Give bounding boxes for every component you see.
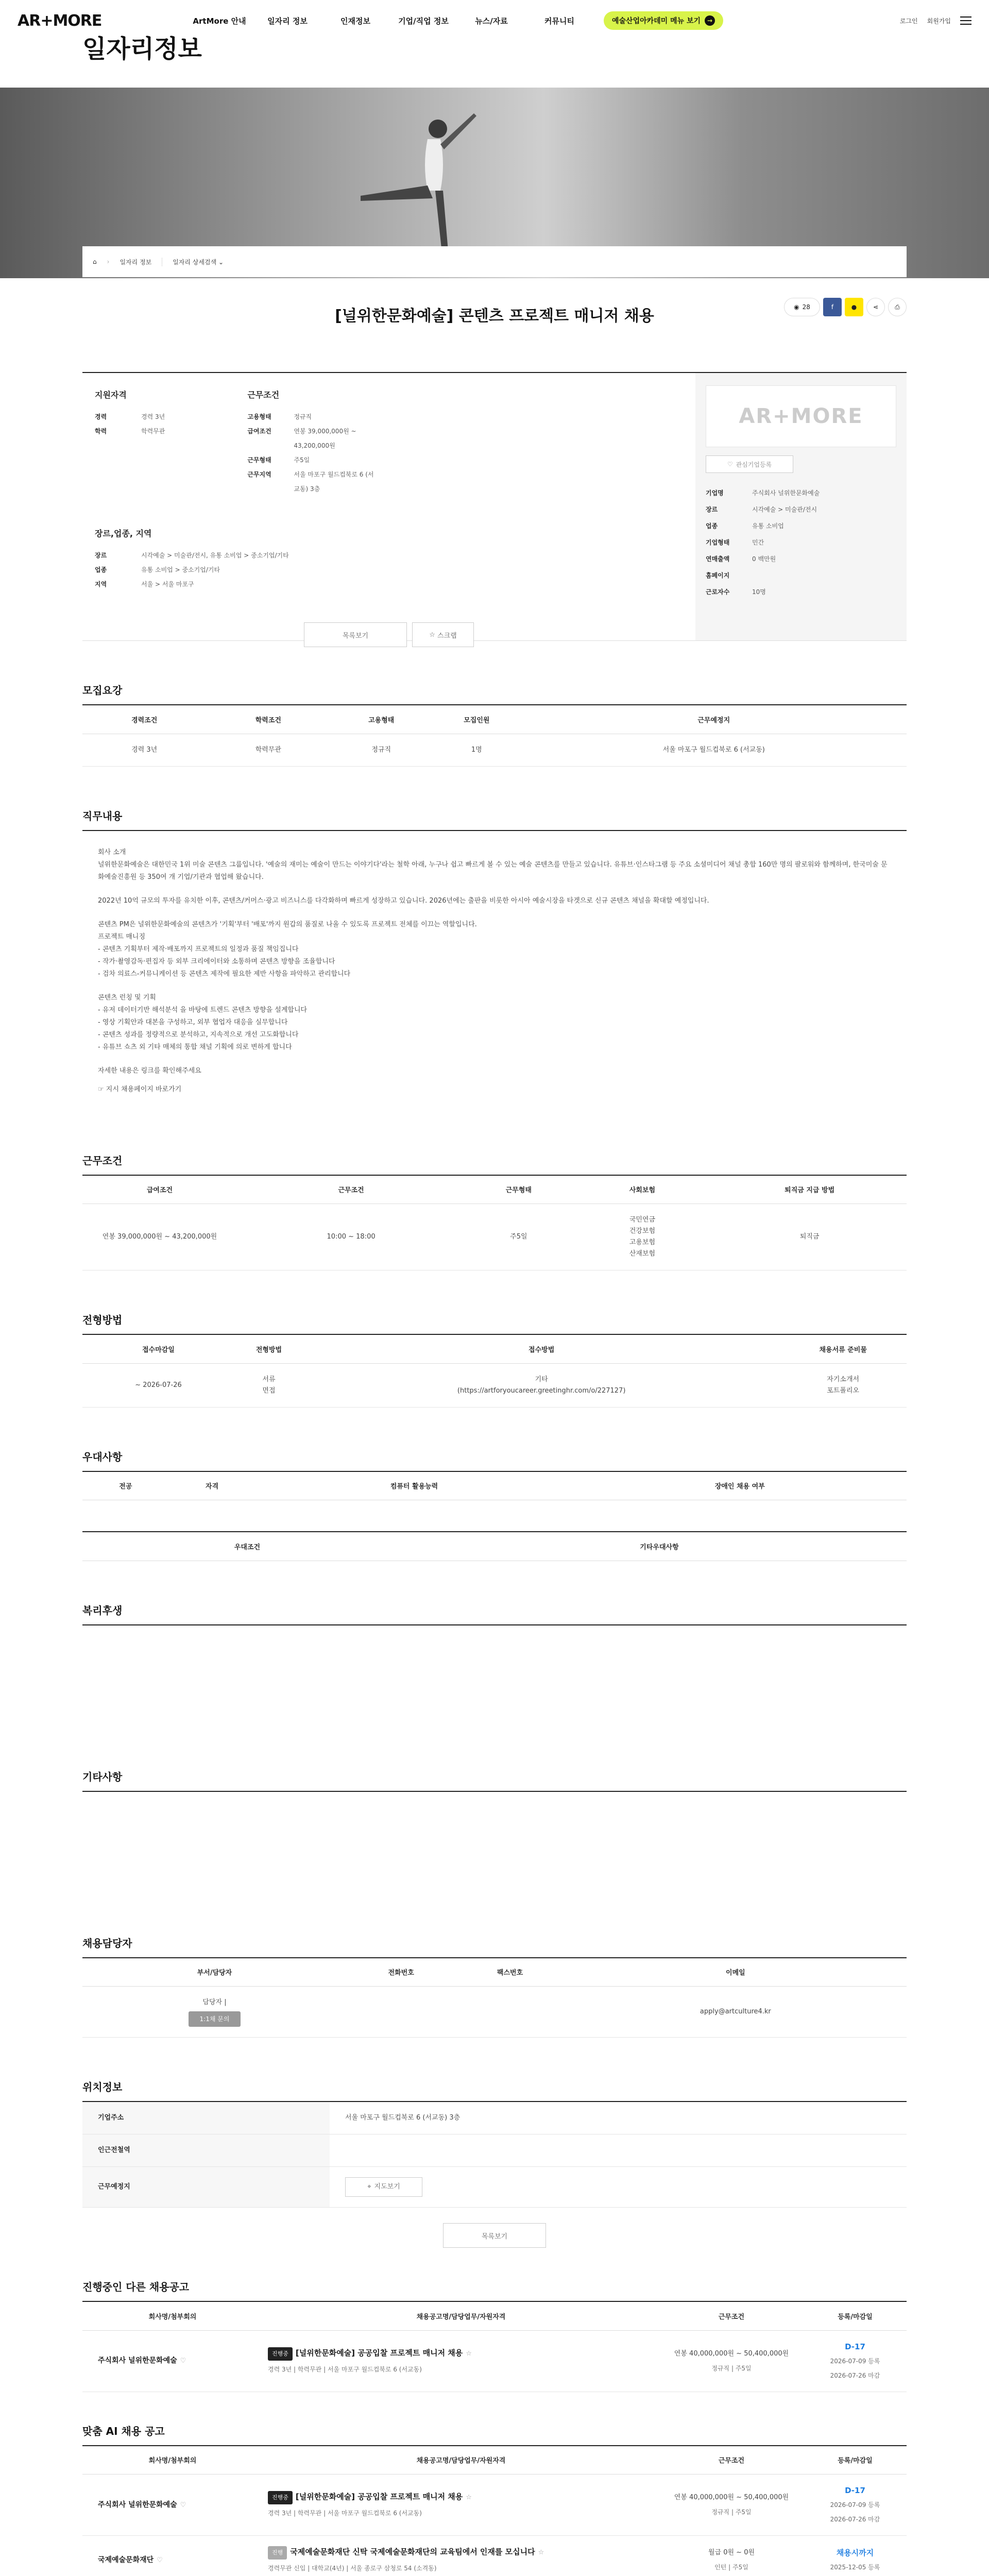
job-link[interactable]: [널위한문화예술] 공공입찰 프로젝트 매니저 채용 <box>295 2348 463 2358</box>
col-header: 접수방법 <box>303 1334 779 1363</box>
work-type: 주5일 <box>735 2364 752 2372</box>
genre-label: 업종 <box>95 566 107 573</box>
col-header: 회사명/첨부회의 <box>82 2446 263 2475</box>
table-cell: 주5일 <box>465 1204 572 1270</box>
reg-date: 2025-12-05 등록 <box>830 2564 880 2571</box>
chevron-down-icon: ⌄ <box>218 258 224 266</box>
login-link[interactable]: 로그인 <box>899 17 918 25</box>
col-header: 근무조건 <box>659 2301 804 2330</box>
summary-info <box>82 373 695 640</box>
salary: 연봉 40,000,000원 ~ 50,400,000원 <box>674 2349 789 2358</box>
job-row[interactable] <box>82 2475 907 2536</box>
scrap-button[interactable] <box>412 622 474 647</box>
view-count <box>784 298 820 316</box>
page-title: 일자리정보 <box>82 35 202 63</box>
col-header: 컴퓨터 활용능력 <box>255 1471 573 1500</box>
cond-value: 서울 마포구 월드컵북로 6 (서교동) 3층 <box>294 471 374 493</box>
meta-career: 경력 3년 <box>268 2365 292 2373</box>
genre-block <box>95 527 683 591</box>
table-cell: 서류 면접 <box>234 1363 303 1407</box>
list-button-bottom[interactable]: 목록보기 <box>443 2223 546 2248</box>
col-header: 전공 <box>82 1471 169 1500</box>
eye-icon: ◉ <box>794 303 799 311</box>
employment-type: 인턴 <box>714 2564 727 2571</box>
breadcrumb-item-jobs[interactable]: 일자리 정보 <box>120 258 152 266</box>
star-icon[interactable]: ☆ <box>466 2349 472 2358</box>
cond-row <box>247 424 376 453</box>
dday: D-17 <box>845 2486 865 2495</box>
inquiry-button[interactable]: 1:1채 문의 <box>189 2011 241 2027</box>
end-date: 2026-07-26 마감 <box>830 2371 880 2379</box>
company-row <box>706 568 896 583</box>
cond-label: 고용형태 <box>247 413 271 420</box>
col-header: 전형방법 <box>234 1334 303 1363</box>
breadcrumb-dropdown[interactable] <box>162 258 224 266</box>
col-header: 학력조건 <box>206 705 330 734</box>
status-badge: 진행 <box>268 2546 287 2560</box>
employment-type: 정규직 <box>711 2509 730 2516</box>
work-type: 주5일 <box>732 2564 748 2571</box>
col-header: 채용공고명/담당업무/자원자격 <box>263 2301 659 2330</box>
meta-education: 학력무관 <box>297 2365 322 2373</box>
bottom-buttons <box>82 2223 907 2248</box>
menu-company[interactable]: 기업/직업 정보 <box>398 16 449 26</box>
table-cell: 경력 3년 <box>82 734 206 766</box>
col-header: 고용형태 <box>330 705 432 734</box>
main-menu <box>185 0 723 41</box>
table-cell <box>804 2330 907 2392</box>
ai-jobs-heading: 맞춤 AI 채용 공고 <box>82 2425 165 2437</box>
table-row <box>82 1987 907 2038</box>
company-row <box>706 518 896 534</box>
col-header: 기타우대사항 <box>412 1532 907 1561</box>
table-cell: 정규직 <box>330 734 432 766</box>
heart-icon[interactable]: ♡ <box>180 2501 186 2509</box>
signup-link[interactable]: 회원가입 <box>927 17 951 25</box>
company-row <box>706 551 896 567</box>
location-value <box>330 2134 907 2167</box>
scrap-label: 스크랩 <box>437 632 457 640</box>
company-card <box>695 373 907 640</box>
facebook-share-icon[interactable]: f <box>823 298 842 316</box>
location-value <box>330 2167 907 2208</box>
duty-text: 널위한문화예술은 대한민국 1위 미술 콘텐츠 그룹입니다. '예술의 재미는 예술이 만드는 이야기다'라는 철학 아래, 누구나 쉽고 빠르게 볼 수 있는 예술 콘텐츠를 만들고 있습니다. 유튜브·인스타그램 등 주요 소셜미디어 채널 총합 160만 명의 팔로워와 함께하며, 한국미술 문화예술진흥원 등 350여 개 기업/기관과 협업해 왔습니다. <box>98 860 888 881</box>
col-header: 근무조건 <box>659 2446 804 2475</box>
col-header: 전화번호 <box>347 1958 455 1987</box>
other-jobs-heading: 진행중인 다른 채용공고 <box>82 2281 190 2293</box>
employment-type: 정규직 <box>711 2364 730 2372</box>
etc-heading: 기타사항 <box>82 1770 123 1783</box>
menu-artmore[interactable]: ArtMore 안내 <box>193 16 246 26</box>
welfare-heading: 복리후생 <box>82 1604 123 1617</box>
manager-name: 담당자 | <box>202 1998 227 2006</box>
company-label: 연매출액 <box>706 555 730 563</box>
menu-community[interactable]: 커뮤니티 <box>544 16 574 26</box>
company-name[interactable]: 주식회사 널위한문화예술 <box>98 2357 177 2365</box>
company-value: 시각예술 > 미술관/전시 <box>752 506 817 513</box>
salary: 연봉 40,000,000원 ~ 50,400,000원 <box>674 2494 789 2501</box>
genre-label: 장르 <box>95 552 107 559</box>
job-row[interactable] <box>82 2330 907 2392</box>
table-cell: 학력무관 <box>206 734 330 766</box>
job-summary <box>82 373 907 641</box>
heart-icon: ♡ <box>727 461 733 468</box>
meta-career: 경력 3년 <box>268 2510 292 2517</box>
table-cell <box>82 1987 347 2038</box>
share-icon[interactable]: ⋖ <box>866 298 885 316</box>
company-label: 업종 <box>706 522 718 530</box>
qual-value: 경력 3년 <box>141 413 165 420</box>
duty-text: - 검차 의료스-커뮤니케이션 등 콘텐츠 제작에 필요한 제반 사항을 파악하고 관리합니다 <box>98 970 351 978</box>
col-header: 근무조건 <box>237 1175 465 1204</box>
duty-content <box>82 830 907 1111</box>
meta-education: 학력무관 <box>297 2510 322 2517</box>
table-row <box>82 2134 907 2167</box>
col-header: 팩스번호 <box>455 1958 564 1987</box>
cond-label: 근무지역 <box>247 471 271 478</box>
home-icon[interactable]: ⌂ <box>93 258 97 265</box>
manager-email[interactable]: apply@artculture4.kr <box>565 1987 907 2038</box>
cond-label: 급여조건 <box>247 428 271 435</box>
job-link[interactable]: 국제예술문화재단 신탁 국제예술문화재단의 교육팀에서 인재를 모십니다 <box>290 2547 535 2556</box>
share-bar <box>784 298 907 316</box>
favorite-label: 관심기업등록 <box>736 461 772 468</box>
genre-heading: 장르,업종, 지역 <box>95 529 152 538</box>
util-menu <box>900 0 971 41</box>
process-heading: 전형방법 <box>82 1314 123 1326</box>
qual-row <box>95 424 165 438</box>
breadcrumb-separator: › <box>107 258 110 265</box>
company-name[interactable]: 주식회사 널위한문화예술 <box>98 2500 177 2509</box>
kakao-share-icon[interactable]: ● <box>845 298 863 316</box>
ai-jobs-table <box>82 2445 907 2576</box>
qual-label: 학력 <box>95 428 107 435</box>
col-header: 회사명/첨부회의 <box>82 2301 263 2330</box>
col-header: 등록/마감일 <box>804 2446 907 2475</box>
job-title: [널위한문화예술] 콘텐츠 프로젝트 매니저 채용 <box>335 307 654 325</box>
col-header: 접수마감일 <box>82 1334 234 1363</box>
salary: 월급 0원 ~ 0원 <box>708 2549 755 2556</box>
duty-text: - 영상 기획안과 대본을 구성하고, 외부 협업자 대응을 실무합니다 <box>98 1018 288 1026</box>
duty-text: 2022년 10억 규모의 투자를 유치한 이후, 콘텐츠/커머스·광고 비즈니스를 다각화하며 빠르게 성장하고 있습니다. 2026년에는 출판을 비롯한 아시아 예술시장을 타겟으로 신규 콘텐츠 채널을 확대할 예정입니다. <box>98 896 709 905</box>
col-header: 등록/마감일 <box>804 2301 907 2330</box>
status-badge: 진행중 <box>268 2491 293 2504</box>
meta-location: 서울 마포구 월드컵북로 6 (서교동) <box>327 2365 422 2373</box>
duty-text: 프로젝트 매니징 <box>98 933 146 941</box>
pref-table <box>82 1471 907 1521</box>
table-cell <box>82 2330 263 2392</box>
cond-row <box>247 467 376 496</box>
location-table <box>82 2101 907 2208</box>
location-heading: 위치정보 <box>82 2081 123 2093</box>
company-name[interactable]: 국제예술문화재단 <box>98 2555 154 2564</box>
cond-label: 근무형태 <box>247 456 271 464</box>
company-row <box>706 502 896 517</box>
cond-value: 주5일 <box>294 456 310 464</box>
genre-label: 지역 <box>95 581 107 588</box>
star-icon[interactable]: ☆ <box>538 2549 544 2556</box>
work-table <box>82 1175 907 1271</box>
menu-jobs[interactable]: 일자리 정보 <box>267 16 308 26</box>
manager-table <box>82 1957 907 2038</box>
genre-value: 유통 소비업 > 중소기업/기타 <box>141 566 220 573</box>
col-header: 경력조건 <box>82 705 206 734</box>
company-row <box>706 584 896 600</box>
breadcrumb-item-search: 일자리 상세검색 <box>173 258 217 266</box>
company-value: 10명 <box>752 588 766 596</box>
col-header: 우대조건 <box>82 1532 412 1561</box>
genre-row <box>95 563 683 577</box>
table-row <box>82 1204 907 1270</box>
meta-location: 서울 마포구 월드컵북로 6 (서교동) <box>327 2510 422 2517</box>
meta-career: 경력무관 신입 <box>268 2565 306 2572</box>
summary-buttons <box>95 622 683 647</box>
table-row <box>82 2167 907 2208</box>
col-header: 급여조건 <box>82 1175 237 1204</box>
pref-heading: 우대사항 <box>82 1450 123 1463</box>
col-header: 이메일 <box>565 1958 907 1987</box>
table-cell: 자기소개서 포트폴리오 <box>779 1363 907 1407</box>
map-label: 지도보기 <box>374 2183 400 2191</box>
duty-text: 콘텐츠 런칭 및 기획 <box>98 993 156 1002</box>
pin-icon: ⌖ <box>367 2183 371 2191</box>
cond-value: 정규직 <box>294 413 312 420</box>
conditions-block <box>247 388 376 496</box>
print-icon[interactable]: ⎙ <box>888 298 907 316</box>
academy-menu-label: 예술산업아카데미 메뉴 보기 <box>612 17 701 25</box>
col-header: 근무예정지 <box>521 705 907 734</box>
table-cell <box>804 2475 907 2536</box>
status-badge: 진행중 <box>268 2347 293 2361</box>
duty-heading: 직무내용 <box>82 809 123 822</box>
recruit-heading: 모집요강 <box>82 684 123 697</box>
reg-date: 2026-07-09 등록 <box>830 2357 880 2365</box>
col-header: 부서/담당자 <box>82 1958 347 1987</box>
company-logo: AR+MORE <box>706 385 896 447</box>
duty-text: 회사 소개 <box>98 848 126 856</box>
company-value: 0 백만원 <box>752 555 776 563</box>
table-cell: 1명 <box>432 734 521 766</box>
table-cell: 연봉 40,000,000원 ~ 50,400,000원 정규직 | 주5일 <box>659 2330 804 2392</box>
col-header: 장애인 채용 여부 <box>573 1471 907 1500</box>
duty-text: - 콘텐츠 기획부터 제작·배포까지 프로젝트의 일정과 품질 책임집니다 <box>98 945 299 953</box>
table-row <box>82 734 907 766</box>
job-detail <box>82 277 907 2576</box>
cond-row <box>247 453 376 467</box>
manager-heading: 채용담당자 <box>82 1937 132 1950</box>
career-page-link[interactable]: ☞ 지시 채용페이지 바로가기 <box>98 1085 182 1093</box>
duty-text: 자세한 내용은 링크를 확인해주세요 <box>98 1066 201 1075</box>
heart-icon[interactable]: ♡ <box>157 2556 163 2564</box>
cond-value: 연봉 39,000,000원 ~ 43,200,000원 <box>294 428 356 449</box>
location-value: 서울 마포구 월드컵북로 6 (서교동) 3층 <box>330 2102 907 2134</box>
other-jobs-table <box>82 2301 907 2392</box>
qual-value: 학력무관 <box>141 428 165 435</box>
work-heading: 근무조건 <box>82 1154 123 1167</box>
company-label: 기업형태 <box>706 539 730 546</box>
genre-row <box>95 577 683 591</box>
col-header: 근무형태 <box>465 1175 572 1204</box>
genre-value: 시각예술 > 미술관/전시, 유통 소비업 > 중소기업/기타 <box>141 552 289 559</box>
recruit-table <box>82 704 907 767</box>
reg-date: 2026-07-09 등록 <box>830 2501 880 2509</box>
map-button[interactable] <box>345 2177 422 2197</box>
conditions-heading: 근무조건 <box>247 390 280 400</box>
table-row <box>82 1500 907 1521</box>
qualification-heading: 지원자격 <box>95 390 127 400</box>
menu-talent[interactable]: 인재정보 <box>340 16 370 26</box>
col-header: 자격 <box>169 1471 255 1500</box>
list-button[interactable]: 목록보기 <box>304 622 407 647</box>
site-logo[interactable]: AR+MORE <box>18 11 102 30</box>
welfare-content <box>82 1624 907 1727</box>
table-cell <box>82 2536 263 2576</box>
col-header: 채용공고명/담당업무/자원자격 <box>263 2446 659 2475</box>
table-cell <box>347 1987 455 2038</box>
meta-location: 서울 종로구 삼청로 54 (소격동) <box>350 2565 437 2572</box>
duty-text: - 콘텐츠 성과를 정량적으로 분석하고, 지속적으로 개선 고도화합니다 <box>98 1030 299 1039</box>
col-header: 모집인원 <box>432 705 521 734</box>
table-cell: 기타 (https://artforyoucareer.greetinghr.com/o/227127) <box>303 1363 779 1407</box>
table-row <box>82 1363 907 1407</box>
table-cell: 퇴직금 <box>712 1204 907 1270</box>
genre-value: 서울 > 서울 마포구 <box>141 581 194 588</box>
dday: D-17 <box>845 2342 865 2351</box>
table-cell <box>82 2475 263 2536</box>
table-cell: 진행중 [널위한문화예술] 공공입찰 프로젝트 매니저 채용 ☆ 경력 3년 | 학력무관 | 서울 마포구 월드컵북로 6 (서교동) <box>263 2475 659 2536</box>
job-link[interactable]: [널위한문화예술] 공공입찰 프로젝트 매니저 채용 <box>295 2492 463 2501</box>
table-cell: 연봉 39,000,000원 ~ 43,200,000원 <box>82 1204 237 1270</box>
dancer-image <box>350 108 484 263</box>
etc-content <box>82 1791 907 1894</box>
duty-text: - 작가·촬영감독·편집자 등 외부 크리에이터와 소통하며 콘텐츠 방향을 조율합니다 <box>98 957 335 965</box>
menu-news[interactable]: 뉴스/자료 <box>475 16 508 26</box>
star-icon[interactable]: ☆ <box>466 2494 472 2501</box>
arrow-right-icon: → <box>705 15 715 26</box>
pref-table-2 <box>82 1531 907 1561</box>
table-row <box>82 2102 907 2134</box>
company-value: 유통 소비업 <box>752 522 784 530</box>
table-cell: 연봉 40,000,000원 ~ 50,400,000원 정규직 | 주5일 <box>659 2475 804 2536</box>
qualification-block <box>95 388 165 496</box>
view-count-value: 28 <box>802 303 810 311</box>
job-row[interactable] <box>82 2536 907 2576</box>
company-row <box>706 535 896 550</box>
col-header: 퇴직금 지급 방법 <box>712 1175 907 1204</box>
col-header: 사회보험 <box>572 1175 713 1204</box>
location-label: 기업주소 <box>82 2102 330 2134</box>
genre-row <box>95 548 683 563</box>
qual-label: 경력 <box>95 413 107 420</box>
company-label: 기업명 <box>706 489 724 497</box>
location-label: 근무예정지 <box>82 2167 330 2208</box>
table-cell: 서울 마포구 월드컵북로 6 (서교동) <box>521 734 907 766</box>
process-table <box>82 1334 907 1408</box>
company-value: 민간 <box>752 539 764 546</box>
work-type: 주5일 <box>735 2509 752 2516</box>
duty-text: - 유저 데이터기반 해석분석 을 바탕에 트렌드 콘텐츠 방향을 설계합니다 <box>98 1006 308 1014</box>
company-value: 주식회사 널위한문화예술 <box>752 489 820 497</box>
table-cell: 10:00 ~ 18:00 <box>237 1204 465 1270</box>
table-cell: 월급 0원 ~ 0원 인턴 | 주5일 <box>659 2536 804 2576</box>
meta-education: 대학교(4년) <box>312 2565 345 2572</box>
table-cell: 진행중 [널위한문화예술] 공공입찰 프로젝트 매니저 채용 ☆ 경력 3년 | 학력무관 | 서울 마포구 월드컵북로 6 (서교동) <box>263 2330 659 2392</box>
location-label: 인근전철역 <box>82 2134 330 2167</box>
table-cell: ~ 2026-07-26 <box>82 1363 234 1407</box>
duty-text: 콘텐츠 PM은 널위한문화예술의 콘텐츠가 '기획'부터 '배포'까지 원갑의 품질로 나올 수 있도록 프로젝트 전체를 이끄는 역할입니다. <box>98 920 477 928</box>
global-header <box>0 0 989 41</box>
favorite-company-button[interactable] <box>706 455 793 473</box>
company-label: 홈페이지 <box>706 572 730 579</box>
company-row <box>706 485 896 501</box>
duty-text: - 유튜브 쇼츠 외 기타 매체의 통합 채널 기획에 의로 변하게 합니다 <box>98 1043 292 1051</box>
academy-menu-button[interactable] <box>604 11 723 30</box>
table-cell <box>804 2536 907 2576</box>
star-icon: ☆ <box>429 631 435 639</box>
dday: 채용시까지 <box>836 2548 874 2557</box>
company-label: 근로자수 <box>706 588 730 596</box>
end-date: 2026-07-26 마감 <box>830 2516 880 2523</box>
breadcrumb <box>82 246 907 277</box>
company-label: 장르 <box>706 506 718 513</box>
heart-icon[interactable]: ♡ <box>180 2357 186 2365</box>
cond-row <box>247 410 376 424</box>
table-cell <box>455 1987 564 2038</box>
col-header: 채용서류 준비물 <box>779 1334 907 1363</box>
table-cell <box>82 1500 907 1521</box>
table-cell: 국민연금 건강보험 고용보험 산재보험 <box>572 1204 713 1270</box>
table-cell: 진행 국제예술문화재단 신탁 국제예술문화재단의 교육팀에서 인재를 모십니다 ☆ 경력무관 신입 | 대학교(4년) | 서울 종로구 삼청로 54 (소격동) <box>263 2536 659 2576</box>
hamburger-icon[interactable] <box>960 16 971 25</box>
qual-row <box>95 410 165 424</box>
